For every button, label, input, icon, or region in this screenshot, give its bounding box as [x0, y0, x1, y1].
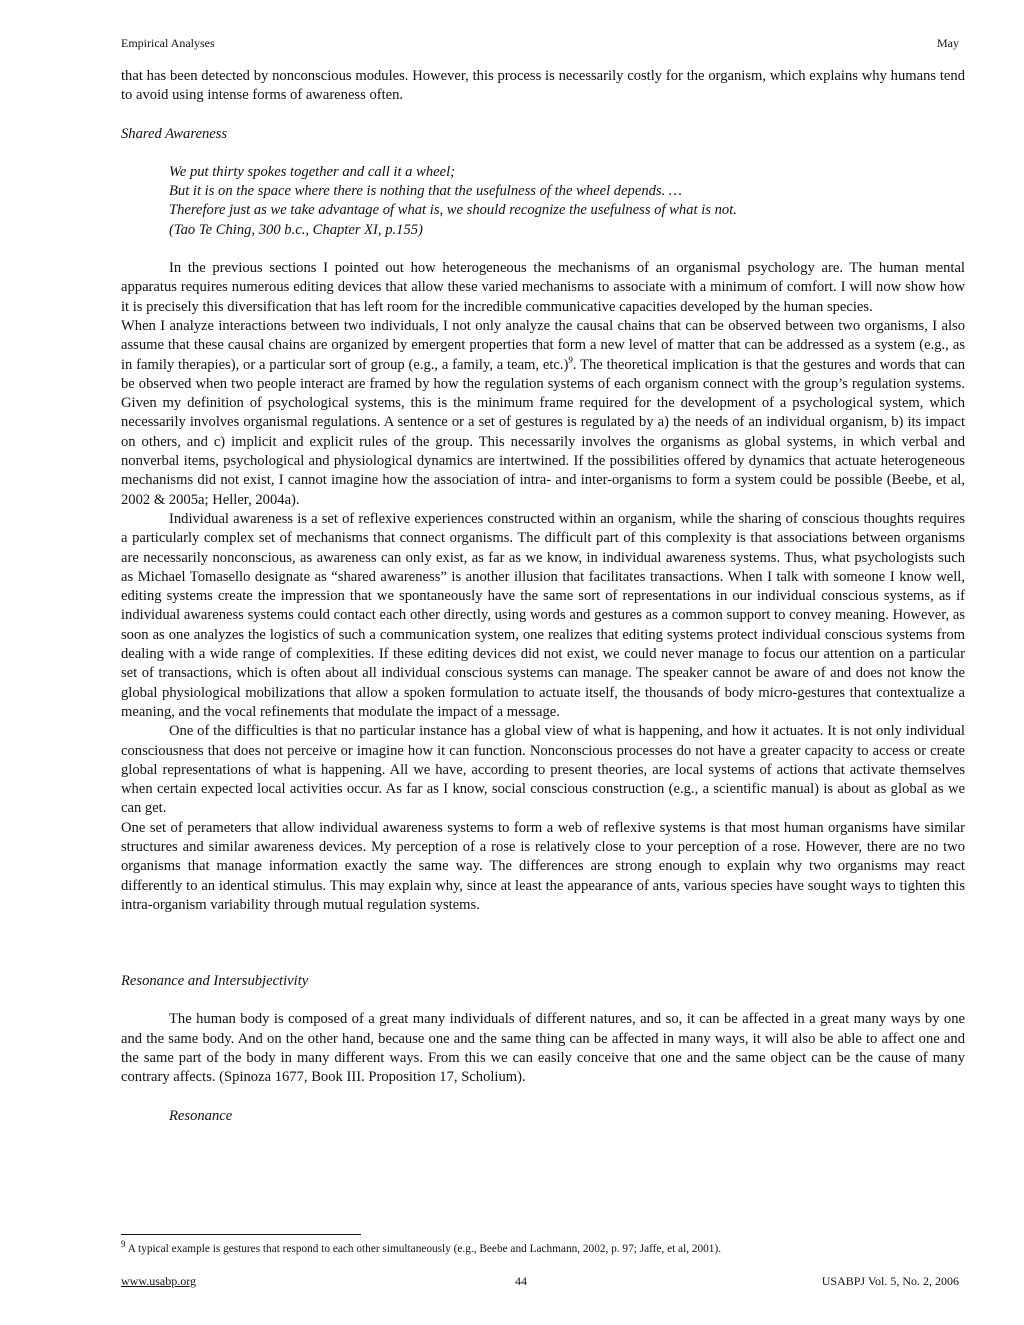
footnote-ref: 9 — [568, 354, 573, 365]
header-right: May — [937, 36, 959, 50]
paragraph: One of the difficulties is that no particular instance has a global view of what is happening, and how it actuates. It is not only individual consciousness that does not perceive or imagine how it can function. Nonconscious processes do not have a greater capacity to access or create global representations of what is happening. All we have, according to present theories, are local systems of actions that activate themselves when certain expected local activities occur. As far as I know, social conscious construction (e.g., a scientific manual) is about as global as we can get. — [121, 723, 965, 817]
paragraph: One set of perameters that allow individual awareness systems to form a web of reflexive systems is that most human organisms have similar structures and similar awareness devices. My perception of a rose is relatively close to your perception of a rose. However, there are no two organisms that manage information exactly the same way. The differences are strong enough to explain why two organisms may react differently to an identical stimulus. This may explain why, since at least the appearance of ants, various species have sought ways to tighten this intra-organism variability through mutual regulation systems. — [121, 819, 965, 913]
footnote-text: A typical example is gestures that respond to each other simultaneously (e.g., Beebe and Lachmann, 2002, p. 97; Jaffe, et al, 2001). — [125, 1243, 722, 1255]
epigraph-line: Therefore just as we take advantage of what is, we should recognize the usefulness of what is not. — [169, 202, 737, 219]
epigraph-citation: (Tao Te Ching, 300 b.c., Chapter XI, p.155) — [169, 221, 423, 238]
footnote-divider — [121, 1234, 361, 1235]
journal-citation: USABPJ Vol. 5, No. 2, 2006 — [821, 1274, 959, 1288]
running-header — [121, 36, 965, 51]
epigraph-line: We put thirty spokes together and call it a wheel; — [169, 163, 456, 180]
body-text — [121, 67, 965, 1126]
header-left: Empirical Analyses — [121, 36, 215, 50]
paragraph — [121, 317, 965, 510]
epigraph-line: But it is on the space where there is nothing that the usefulness of the wheel depends. … — [169, 183, 682, 200]
paragraph-spinoza-quote: The human body is composed of a great many individuals of different natures, and so, it can be affected in a great many ways by one and the same body. And on the other hand, because one and the same thing can be affected in many ways, it will also be able to affect one and the same part of the body in many different ways. From this we can easily conceive that one and the same object can be the cause of many contrary affects. (Spinoza 1677, Book III. Proposition 17, Scholium). — [121, 1011, 965, 1086]
paragraph-text: When I analyze interactions between two individuals, I not only analyze the causal chains that can be observed between two organisms, I also assume that these causal chains are organized by emergent properties that form a new level of matter that can be addressed as a system (e.g., as in family therapies), or a particular sort of group (e.g., a family, a team, etc.) — [121, 317, 965, 373]
footnote-mark: 9 — [121, 1239, 126, 1250]
paragraph: In the previous sections I pointed out how heterogeneous the mechanisms of an organismal psychology are. The human mental apparatus requires numerous editing devices that allow these varied mechanisms to associate with a minimum of comfort. I will now show how it is precisely this diversification that has left room for the incredible communicative capacities developed by the human species. — [121, 260, 965, 315]
page-number: 44 — [515, 1274, 527, 1288]
paragraph-intro: that has been detected by nonconscious modules. However, this process is necessarily costly for the organism, which explains why humans tend to avoid using intense forms of awareness often. — [121, 68, 965, 104]
section-heading-shared-awareness: Shared Awareness — [121, 125, 228, 142]
footnote — [121, 1239, 965, 1255]
subsection-heading-resonance: Resonance — [169, 1107, 233, 1124]
paragraph: Individual awareness is a set of reflexive experiences constructed within an organism, while the sharing of conscious thoughts requires a particularly complex set of mechanisms that connect organisms. The difficult part of this complexity is that associations between organisms are necessarily nonconscious, as awareness can only exist, as far as we know, in individual awareness systems. Thus, what psychologists such as Michael Tomasello designate as “shared awareness” is another illusion that facilitates transactions. When I talk with someone I know well, editing systems create the impression that we spontaneously have the same sort of representations in our individual conscious systems, as if individual awareness systems could contact each other directly, using words and gestures as a common support to convey meaning. However, as soon as one analyzes the logistics of such a communication system, one realizes that editing systems protect individual conscious systems from dealing with a wide range of complexities. If these editing devices did not exist, we could never manage to focus our attention on a particular set of transactions, which is often about all individual conscious systems can manage. The speaker cannot be aware of and does not know the global physiological mobilizations that allow a spoken formulation to actuate itself, the thousands of body micro-gestures that contextualize a meaning, and the vocal refinements that modulate the impact of a message. — [121, 510, 965, 720]
paragraph-text: . The theoretical implication is that the gestures and words that can be observed when two people interact are framed by how the regulation systems of each organism connect with the group’s regulation systems. Given my definition of psychological systems, this is the minimum frame required for the development of a psychological system, which necessarily involves organismal regulations. A sentence or a set of gestures is regulated by a) the needs of an individual organism, b) its impact on others, and c) implicit and explicit rules of the group. This necessarily involves the organisms as global systems, in which verbal and nonverbal items, psychological and physiological dynamics are intertwined. If the possibilities offered by dynamics that actuate heterogeneous mechanisms did not exist, I cannot imagine how the association of intra- and inter-organisms to form a system could be possible (Beebe, et al, 2002 & 2005a; Heller, 2004a). — [121, 356, 966, 508]
footer-website-link[interactable]: www.usabp.org — [121, 1274, 196, 1288]
section-heading-resonance-intersubjectivity: Resonance and Intersubjectivity — [121, 973, 309, 990]
